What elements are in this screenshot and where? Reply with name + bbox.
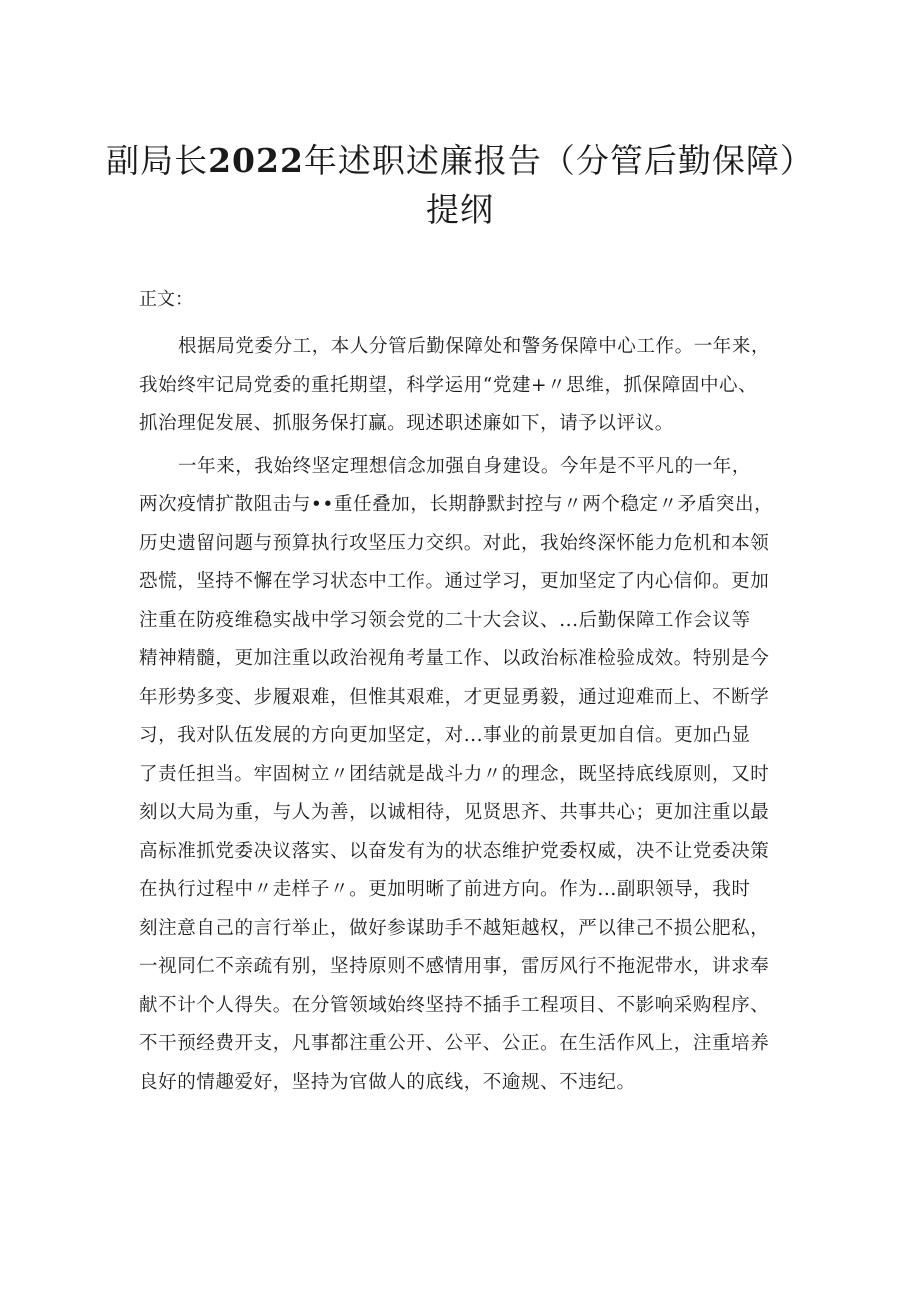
paragraph-line: 一年来，我始终坚定理想信念加强自身建设。今年是不平凡的一年， <box>178 455 752 477</box>
title-suffix: 年述职述廉报告（分管后勤保障） <box>303 141 814 180</box>
paragraph-line: 了责任担当。牢固树立〃团结就是战斗力〃的理念，既坚持底线原则，又时 <box>139 763 770 785</box>
paragraph-line: 我始终牢记局党委的重托期望，科学运用“党建+〃思维，抓保障固中心、 <box>139 374 758 396</box>
paragraph-line: 刻注意自己的言行举止，做好参谋助手不越矩越权，严以律己不损公肥私， <box>139 917 770 939</box>
paragraph-line: 习，我对队伍发展的方向更加坚定，对...事业的前景更加自信。更加凸显 <box>139 725 751 746</box>
document-title <box>100 136 820 234</box>
paragraph-line: 高标准抓党委决议落实、以奋发有为的状态维护党委权威，决不让党委决策 <box>139 840 770 862</box>
title-line-1 <box>100 136 820 185</box>
title-line-2: 提纲 <box>426 190 494 229</box>
paragraph-line: 历史遗留问题与预算执行攻坚压力交织。对此，我始终深怀能力危机和本领 <box>139 532 770 554</box>
paragraph-line: 恐慌，坚持不懈在学习状态中工作。通过学习，更加坚定了内心信仰。更加 <box>139 571 770 592</box>
paragraph-1 <box>139 328 799 444</box>
paragraph-line: 年形势多变、步履艰难，但惟其艰难，才更显勇毅，通过迎难而上、不断学 <box>139 686 770 708</box>
paragraph-line: 良好的情趣爱好，坚持为官做人的底线，不逾规、不违纪。 <box>139 1071 636 1093</box>
title-prefix: 副局长 <box>106 141 209 180</box>
paragraph-line: 不干预经费开支，凡事都注重公开、公平、公正。在生活作风上，注重培养 <box>139 1033 770 1054</box>
paragraph-line: 在执行过程中〃走样子〃。更加明晰了前进方向。作为...副职领导，我时 <box>139 879 751 900</box>
paragraph-line: 刻以大局为重，与人为善，以诚相待，见贤思齐、共事共心；更加注重以最 <box>139 802 770 823</box>
paragraph-line: 注重在防疫维稳实战中学习领会党的二十大会议、...后勤保障工作会议等 <box>139 609 751 631</box>
paragraph-line: 一视同仁不亲疏有别，坚持原则不感情用事，雷厉风行不拖泥带水，讲求奉 <box>139 956 770 977</box>
paragraph-2 <box>139 448 799 1103</box>
paragraph-line: 两次疫情扩散阻击与••重任叠加，长期静默封控与〃两个稳定〃矛盾突出， <box>139 494 774 515</box>
document-body <box>139 328 799 1102</box>
paragraph-line: 抓治理促发展、抓服务保打赢。现述职述廉如下，请予以评议。 <box>139 413 674 434</box>
title-year: 2022 <box>208 141 304 180</box>
body-label: 正文： <box>139 289 193 310</box>
paragraph-line: 根据局党委分工，本人分管后勤保障处和警务保障中心工作。一年来， <box>178 336 771 357</box>
paragraph-line: 精神精髓，更加注重以政治视角考量工作、以政治标准检验成效。特别是今 <box>139 648 770 669</box>
paragraph-line: 献不计个人得失。在分管领域始终坚持不插手工程项目、不影响采购程序、 <box>139 994 770 1016</box>
